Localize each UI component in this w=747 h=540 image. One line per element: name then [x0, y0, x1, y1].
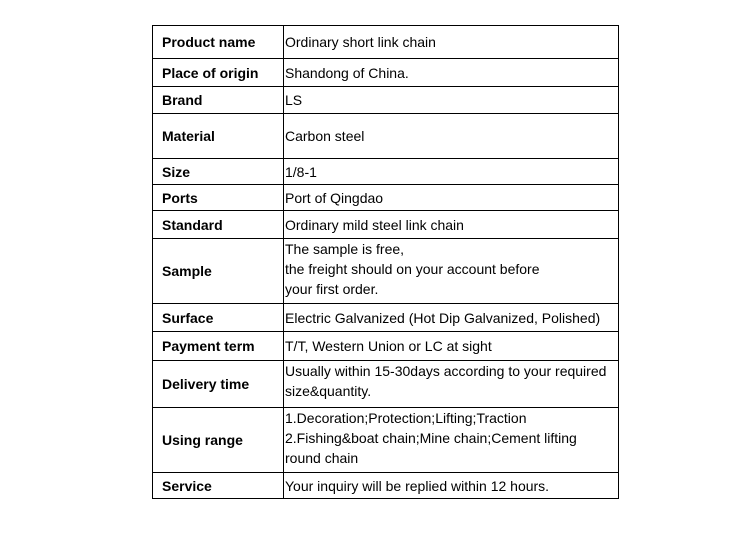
- value-line: 2.Fishing&boat chain;Mine chain;Cement lifting: [285, 430, 577, 446]
- value-line: The sample is free,: [285, 241, 405, 257]
- row-label: Ports: [153, 185, 284, 211]
- value-line: Port of Qingdao: [285, 189, 384, 206]
- row-label: Brand: [153, 87, 284, 114]
- row-value: [284, 59, 619, 87]
- value-line: Shandong of China.: [285, 64, 409, 81]
- product-spec-table: [152, 25, 619, 499]
- table-row-delivery-time: [153, 361, 619, 408]
- row-label: Sample: [153, 239, 284, 304]
- table-row-using-range: [153, 408, 619, 473]
- row-value: [284, 332, 619, 361]
- value-line: Your inquiry will be replied within 12 hours.: [285, 477, 550, 494]
- row-value: [284, 114, 619, 159]
- table-row-material: [153, 114, 619, 159]
- row-value: [284, 304, 619, 332]
- row-label: Standard: [153, 211, 284, 239]
- table-row-ports: [153, 185, 619, 211]
- table-row-sample: [153, 239, 619, 304]
- row-label: Payment term: [153, 332, 284, 361]
- row-value: [284, 361, 619, 408]
- table-row-place-of-origin: [153, 59, 619, 87]
- row-label: Product name: [153, 26, 284, 59]
- row-label: Service: [153, 473, 284, 499]
- value-line: 1/8-1: [285, 163, 317, 180]
- row-label: Size: [153, 159, 284, 185]
- row-value: [284, 211, 619, 239]
- table-row-surface: [153, 304, 619, 332]
- row-label: Surface: [153, 304, 284, 332]
- value-line: Ordinary short link chain: [285, 34, 436, 50]
- value-line: size&quantity.: [285, 383, 372, 399]
- row-value: [284, 26, 619, 59]
- table-row-product-name: [153, 26, 619, 59]
- row-value: [284, 185, 619, 211]
- value-line: Carbon steel: [285, 128, 365, 144]
- value-line: Usually within 15-30days according to your required: [285, 363, 607, 379]
- value-line: your first order.: [285, 281, 379, 297]
- row-value: [284, 87, 619, 114]
- value-line: LS: [285, 92, 303, 108]
- value-line: T/T, Western Union or LC at sight: [285, 338, 492, 354]
- row-value: [284, 239, 619, 304]
- table-row-payment-term: [153, 332, 619, 361]
- row-label: Using range: [153, 408, 284, 473]
- row-label: Delivery time: [153, 361, 284, 408]
- value-line: the freight should on your account before: [285, 261, 540, 277]
- row-label: Material: [153, 114, 284, 159]
- table-row-size: [153, 159, 619, 185]
- table-row-standard: [153, 211, 619, 239]
- value-line: round chain: [285, 450, 359, 466]
- value-line: Electric Galvanized (Hot Dip Galvanized, Polished): [285, 309, 601, 326]
- table-row-service: [153, 473, 619, 499]
- value-line: 1.Decoration;Protection;Lifting;Traction: [285, 410, 527, 426]
- row-value: [284, 159, 619, 185]
- value-line: Ordinary mild steel link chain: [285, 216, 464, 233]
- table-row-brand: [153, 87, 619, 114]
- row-value: [284, 473, 619, 499]
- row-label: Place of origin: [153, 59, 284, 87]
- row-value: [284, 408, 619, 473]
